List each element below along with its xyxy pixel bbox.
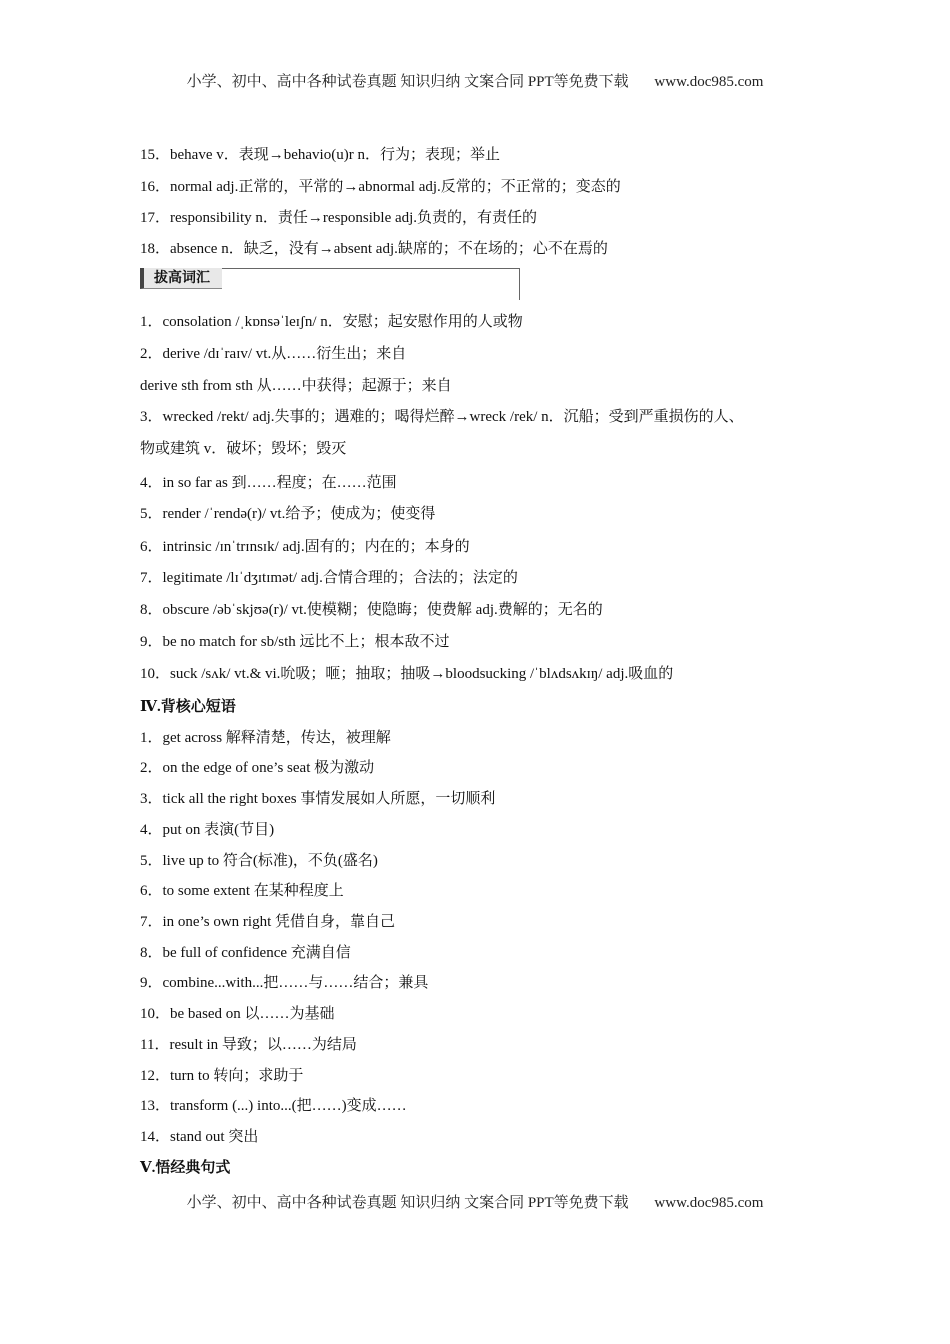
word-item: 4．in so far as 到……程度；在……范围 <box>140 475 397 491</box>
phrase-item: 1．get across 解释清楚，传达，被理解 <box>140 730 391 746</box>
word-item: derive sth from sth 从……中获得；起源于；来自 <box>140 378 452 394</box>
header-site[interactable]: www.doc985.com <box>654 74 764 90</box>
word-item: 3．wrecked /rekt/ adj.失事的；遇难的；喝得烂醉→wreck /rek/ n．沉船；受到严重损伤的人、 <box>140 409 744 425</box>
word-item: 17．responsibility n．责任→responsible adj.负责的，有责任的 <box>140 210 538 226</box>
word-item: 6．intrinsic /ɪnˈtrɪnsɪk/ adj.固有的；内在的；本身的 <box>140 539 470 555</box>
word-item: 7．legitimate /lɪˈdʒɪtɪmət/ adj.合情合理的；合法的；法定的 <box>140 570 518 586</box>
phrase-item: 11．result in 导致；以……为结局 <box>140 1037 357 1053</box>
section-title-sentences: Ⅴ.悟经典句式 <box>140 1160 231 1176</box>
word-item: 10．suck /sʌk/ vt.& vi.吮吸；咂；抽取；抽吸→bloodsucking /ˈblʌdsʌkɪŋ/ adj.吸血的 <box>140 666 674 682</box>
footer-text: 小学、初中、高中各种试卷真题 知识归纳 文案合同 PPT等免费下载 <box>186 1195 629 1211</box>
phrase-item: 12．turn to 转向；求助于 <box>140 1068 304 1084</box>
phrase-item: 8．be full of confidence 充满自信 <box>140 945 351 961</box>
phrase-item: 6．to some extent 在某种程度上 <box>140 883 344 899</box>
phrase-item: 13．transform (...) into...(把……)变成…… <box>140 1098 407 1114</box>
word-item: 15．behave v．表现→behavio(u)r n．行为；表现；举止 <box>140 147 500 163</box>
word-item: 1．consolation /ˌkɒnsəˈleɪʃn/ n．安慰；起安慰作用的人或物 <box>140 314 523 330</box>
section-title-advanced: 拔高词汇 <box>140 268 222 289</box>
word-item: 8．obscure /əbˈskjʊə(r)/ vt.使模糊；使隐晦；使费解 adj.费解的；无名的 <box>140 602 603 618</box>
page-header <box>0 70 950 91</box>
phrase-item: 7．in one’s own right 凭借自身，靠自己 <box>140 914 395 930</box>
phrase-item: 10．be based on 以……为基础 <box>140 1006 335 1022</box>
word-item: 5．render /ˈrendə(r)/ vt.给予；使成为；使变得 <box>140 506 436 522</box>
phrase-item: 5．live up to 符合(标准)，不负(盛名) <box>140 853 378 869</box>
header-text: 小学、初中、高中各种试卷真题 知识归纳 文案合同 PPT等免费下载 <box>186 74 629 90</box>
phrase-item: 2．on the edge of one’s seat 极为激动 <box>140 760 375 776</box>
phrase-item: 14．stand out 突出 <box>140 1129 259 1145</box>
word-item: 2．derive /dɪˈraɪv/ vt.从……衍生出；来自 <box>140 346 407 362</box>
word-item: 16．normal adj.正常的，平常的→abnormal adj.反常的；不正常的；变态的 <box>140 179 621 195</box>
word-item: 18．absence n．缺乏，没有→absent adj.缺席的；不在场的；心不在焉的 <box>140 241 608 257</box>
phrase-item: 3．tick all the right boxes 事情发展如人所愿，一切顺利 <box>140 791 496 807</box>
word-item: 9．be no match for sb/sth 远比不上；根本敌不过 <box>140 634 450 650</box>
page-footer <box>0 1191 950 1212</box>
section-title-phrases: Ⅳ.背核心短语 <box>140 699 236 715</box>
phrase-item: 4．put on 表演(节目) <box>140 822 275 838</box>
footer-site[interactable]: www.doc985.com <box>654 1195 764 1211</box>
word-item: 物或建筑 v．破坏；毁坏；毁灭 <box>140 441 347 457</box>
phrase-item: 9．combine...with...把……与……结合；兼具 <box>140 975 429 991</box>
